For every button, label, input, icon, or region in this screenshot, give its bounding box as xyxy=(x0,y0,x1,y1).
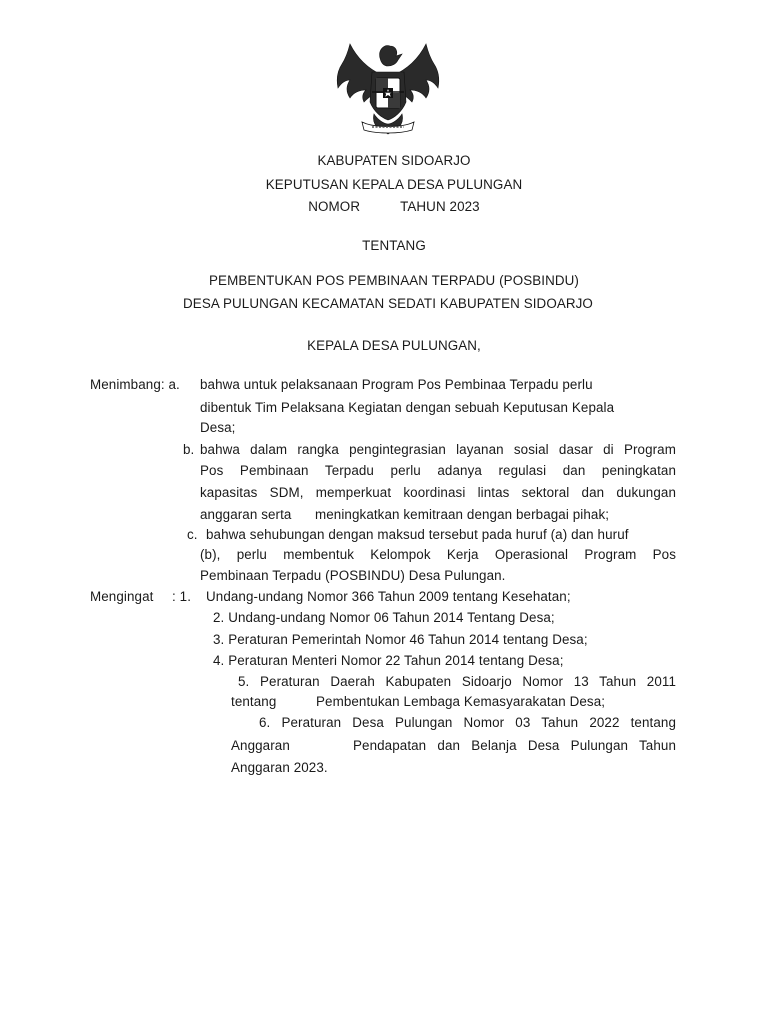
menimbang-a-line-2: dibentuk Tim Pelaksana Kegiatan dengan sebuah Keputusan Kepala xyxy=(200,400,615,415)
nomor-label: NOMOR xyxy=(308,199,361,214)
subject-line-1: PEMBENTUKAN POS PEMBINAAN TERPADU (POSBINDU) xyxy=(209,273,579,288)
mengingat-item-5-line-2a: tentang xyxy=(231,694,277,709)
mengingat-item-6-line-1: 6. Peraturan Desa Pulungan Nomor 03 Tahun 2022 tentang xyxy=(259,715,676,730)
menimbang-c-line-2: (b), perlu membentuk Kelompok Kerja Operasional Program Pos xyxy=(200,547,676,562)
decree-number-line xyxy=(0,199,768,214)
menimbang-b-line-3: kapasitas SDM, memperkuat koordinasi lintas sektoral dan dukungan xyxy=(200,485,676,500)
menimbang-b-line-4a: anggaran serta xyxy=(200,507,292,522)
mengingat-item-6-line-2a: Anggaran xyxy=(231,738,290,753)
mengingat-item-2: 2. Undang-undang Nomor 06 Tahun 2014 Tentang Desa; xyxy=(213,610,555,625)
menimbang-c-line-1: bahwa sehubungan dengan maksud tersebut pada huruf (a) dan huruf xyxy=(206,527,629,542)
menimbang-c-marker: c. xyxy=(187,527,198,542)
menimbang-a-line-3: Desa; xyxy=(200,420,236,435)
mengingat-label: Mengingat xyxy=(90,589,154,604)
subject-line-2: DESA PULUNGAN KECAMATAN SEDATI KABUPATEN SIDOARJO xyxy=(183,296,593,311)
menimbang-b-line-2: Pos Pembinaan Terpadu perlu adanya regulasi dan peningkatan xyxy=(200,463,676,478)
mengingat-item-4: 4. Peraturan Menteri Nomor 22 Tahun 2014 tentang Desa; xyxy=(213,653,564,668)
menimbang-b-line-1: bahwa dalam rangka pengintegrasian layanan sosial dasar di Program xyxy=(200,442,676,457)
menimbang-label: Menimbang: a. xyxy=(90,377,180,392)
year-label: TAHUN 2023 xyxy=(400,199,480,214)
decree-title: KEPUTUSAN KEPALA DESA PULUNGAN xyxy=(265,177,523,192)
mengingat-item-5-line-2b: Pembentukan Lembaga Kemasyarakatan Desa; xyxy=(316,694,606,709)
mengingat-item-3: 3. Peraturan Pemerintah Nomor 46 Tahun 2014 tentang Desa; xyxy=(213,632,588,647)
mengingat-item-6-line-2b: Pendapatan dan Belanja Desa Pulungan Tahun xyxy=(353,738,676,753)
menimbang-a-line-1: bahwa untuk pelaksanaan Program Pos Pembinaa Terpadu perlu xyxy=(200,377,593,392)
mengingat-item-6-line-3: Anggaran 2023. xyxy=(231,760,328,775)
regency-title: KABUPATEN SIDOARJO xyxy=(317,153,471,168)
mengingat-item-5-line-1: 5. Peraturan Daerah Kabupaten Sidoarjo Nomor 13 Tahun 2011 xyxy=(238,674,676,689)
menimbang-c-line-3: Pembinaan Terpadu (POSBINDU) Desa Pulungan. xyxy=(200,568,506,583)
garuda-emblem-icon xyxy=(328,30,448,138)
menimbang-b-line-4b: meningkatkan kemitraan dengan berbagai pihak; xyxy=(315,507,610,522)
mengingat-colon-number: : 1. xyxy=(172,589,192,604)
tentang-heading: TENTANG xyxy=(362,238,426,253)
menimbang-b-marker: b. xyxy=(183,442,195,457)
mengingat-item-1: Undang-undang Nomor 366 Tahun 2009 tentang Kesehatan; xyxy=(206,589,571,604)
official-title: KEPALA DESA PULUNGAN, xyxy=(307,338,481,353)
